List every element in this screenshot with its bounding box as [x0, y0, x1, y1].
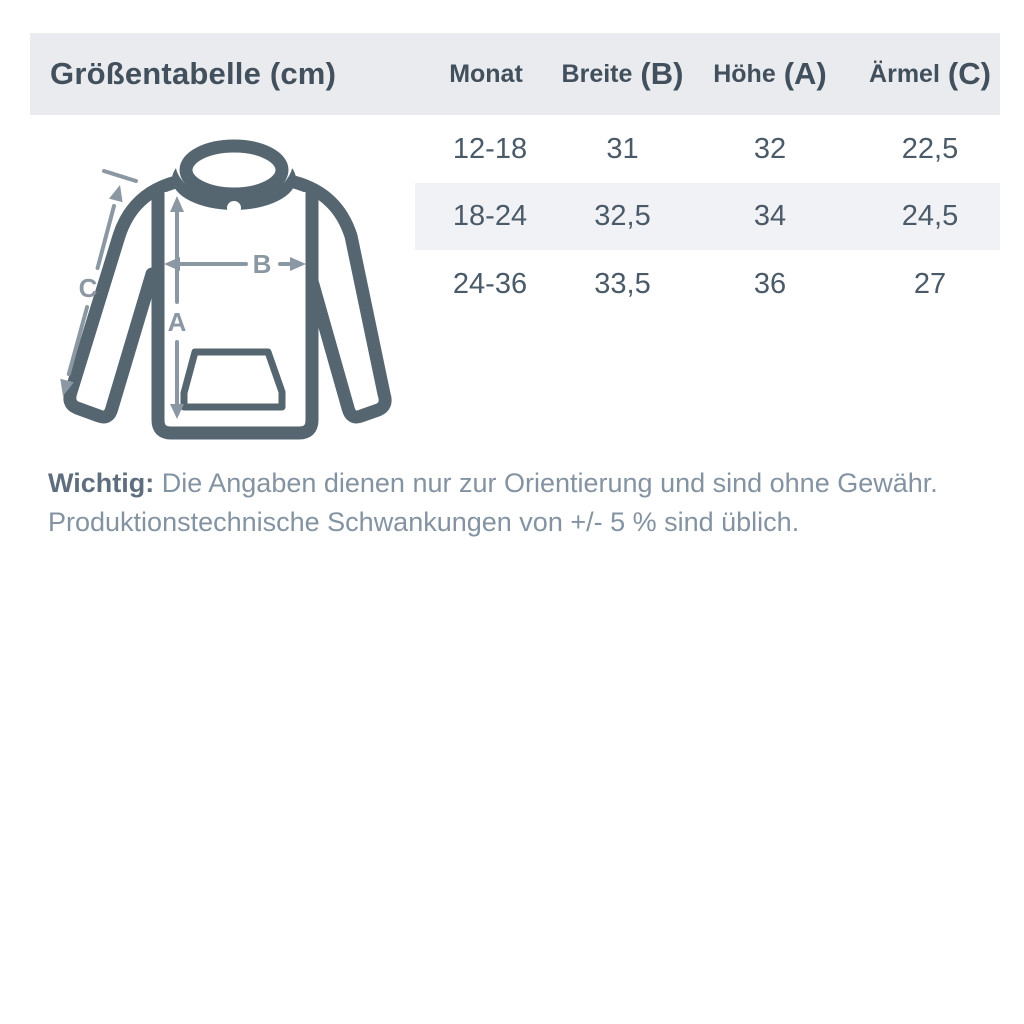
hoodie-measurement-diagram	[30, 135, 430, 455]
column-header-breite	[561, 33, 684, 115]
pocket	[184, 352, 282, 407]
table-cell-breite: 33,5	[594, 267, 651, 300]
size-table-body	[415, 115, 1000, 318]
column-label: Breite	[561, 59, 633, 88]
table-header-bar	[30, 33, 1000, 115]
table-cell-breite: 31	[606, 132, 639, 165]
table-cell-monat: 12-18	[452, 132, 528, 165]
column-letter: (B)	[640, 56, 684, 91]
table-cell-monat: 18-24	[452, 200, 528, 232]
column-letter: (C)	[947, 56, 991, 91]
column-label: Ärmel	[869, 59, 940, 88]
table-cell-aermel: 22,5	[901, 132, 959, 165]
table-cell-breite: 32,5	[594, 200, 651, 232]
disclaimer-note	[48, 464, 988, 542]
note-line2: Produktionstechnische Schwankungen von +/- 5 % sind üblich.	[48, 507, 800, 537]
label-height-a: A	[167, 307, 187, 337]
column-header-monat	[415, 33, 565, 115]
table-cell-aermel: 24,5	[901, 200, 959, 232]
page-title: Größentabelle (cm)	[50, 56, 337, 91]
table-cell-monat: 24-36	[452, 267, 528, 300]
label-sleeve-c: C	[78, 273, 98, 303]
table-cell-hoehe: 34	[753, 200, 787, 232]
table-cell-hoehe: 36	[753, 267, 787, 300]
note-label: Wichtig:	[48, 468, 155, 498]
column-letter: (A)	[783, 56, 827, 91]
note-line1: Die Angaben dienen nur zur Orientierung und sind ohne Gewähr.	[154, 468, 938, 498]
table-cell-hoehe: 32	[753, 132, 787, 165]
column-label: Höhe	[713, 59, 776, 88]
label-width-b: B	[252, 249, 272, 279]
column-header-aermel	[860, 33, 1000, 115]
table-cell-aermel: 27	[913, 267, 947, 300]
column-label: Monat	[449, 59, 523, 88]
column-header-hoehe	[680, 33, 860, 115]
